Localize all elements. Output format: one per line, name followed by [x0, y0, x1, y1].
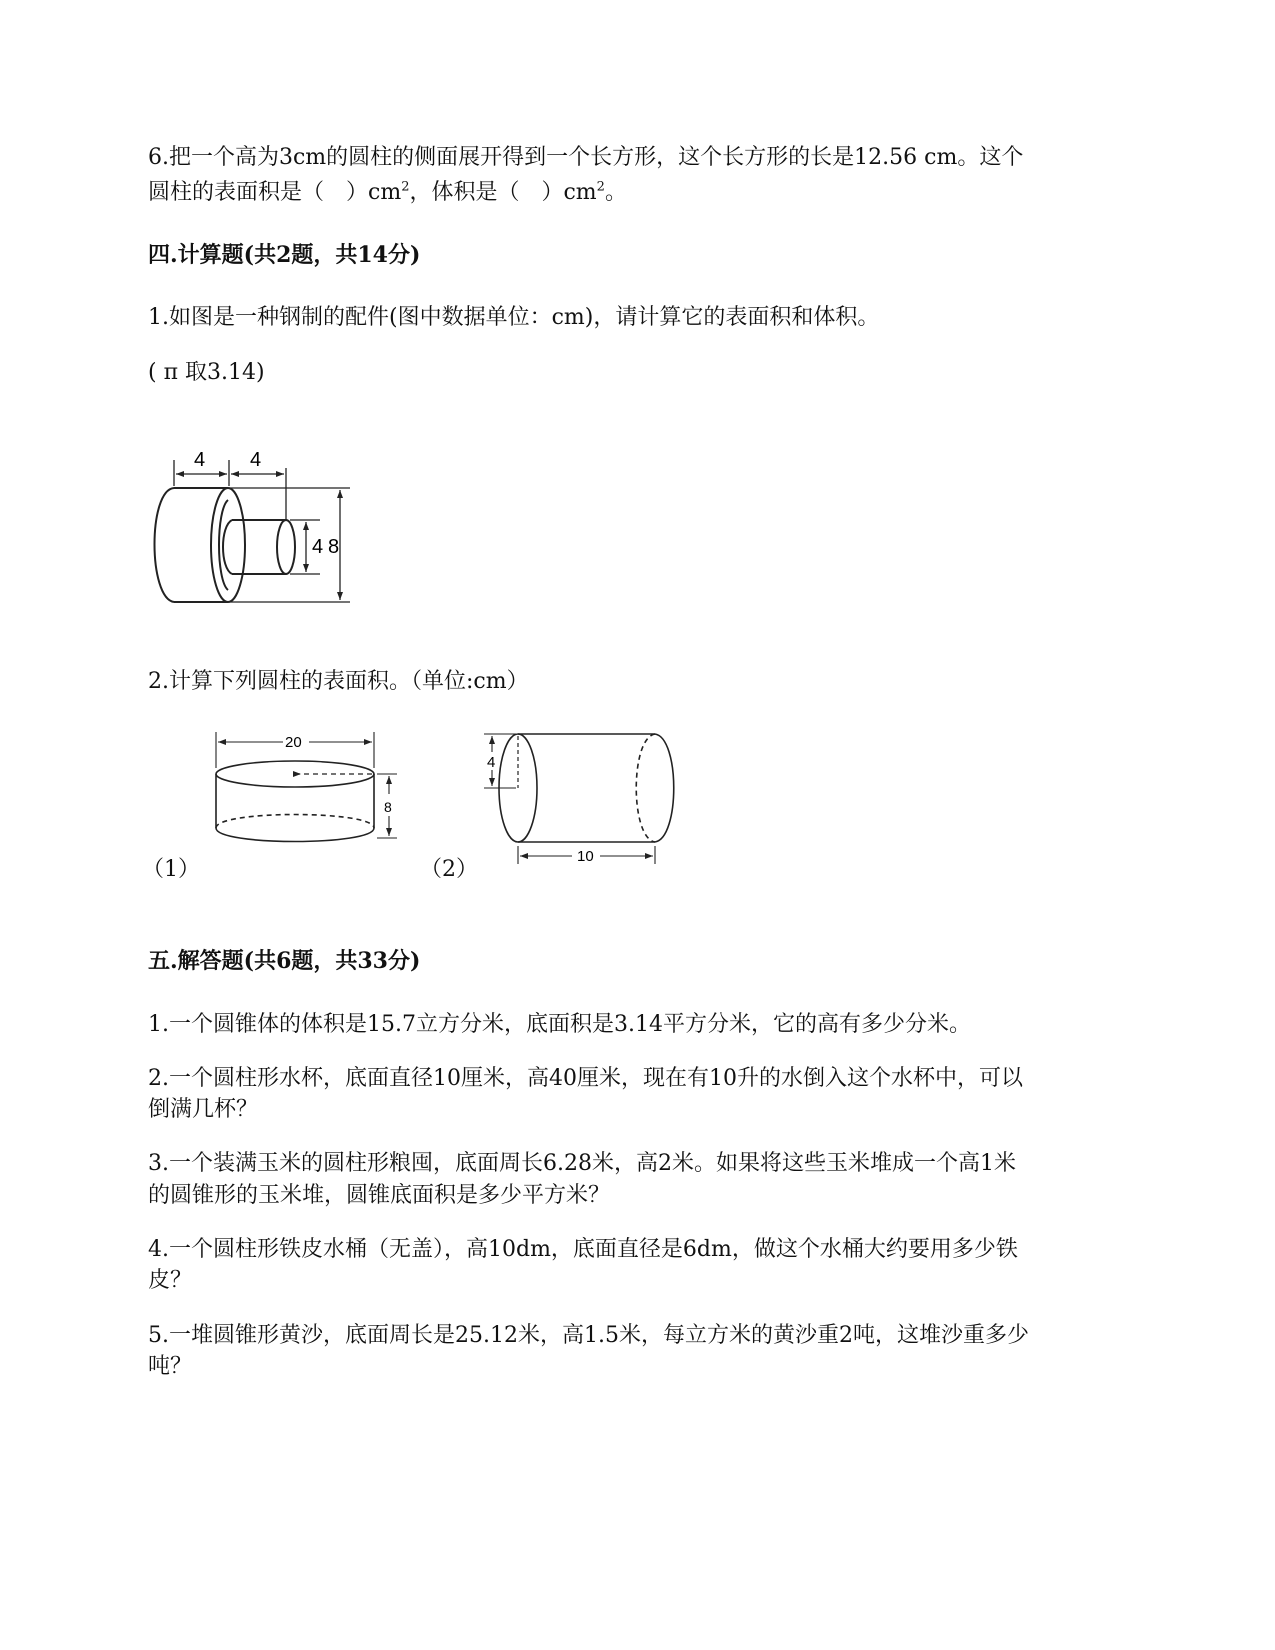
section-5-question-5-line-2: 吨？ [148, 1354, 193, 1379]
dim-outer-diameter: 8 [328, 536, 340, 558]
q6-text-c: 。 [604, 180, 627, 205]
cylinder-2-figure [480, 726, 690, 871]
section-5-question-3-line-2: 的圆锥形的玉米堆，圆锥底面积是多少平方米？ [148, 1183, 611, 1208]
section-5-question-2-line-2: 倒满几杯？ [148, 1097, 259, 1122]
cylinder-1-label: （1） [142, 857, 200, 882]
cylinder-1-diameter: 20 [285, 734, 302, 751]
cylinder-2-diagram [480, 726, 690, 871]
section-5-question-5-line-1: 5.一堆圆锥形黄沙，底面周长是25.12米，高1.5米，每立方米的黄沙重2吨，这堆沙重多少 [148, 1323, 1029, 1348]
section-5-question-3-line-1: 3.一个装满玉米的圆柱形粮囤，底面周长6.28米，高2米。如果将这些玉米堆成一个高1米 [148, 1151, 1016, 1176]
question-6-line-1: 6.把一个高为3cm的圆柱的侧面展开得到一个长方形，这个长方形的长是12.56 cm。这个 [148, 145, 1024, 170]
cylinder-1-figure [205, 722, 420, 862]
section-5-question-2-line-1: 2.一个圆柱形水杯，底面直径10厘米，高40厘米，现在有10升的水倒入这个水杯中，可以 [148, 1066, 1023, 1091]
section-4-question-2: 2.计算下列圆柱的表面积。（单位:cm） [148, 669, 529, 694]
section-5-question-4-line-1: 4.一个圆柱形铁皮水桶（无盖），高10dm，底面直径是6dm，做这个水桶大约要用多少铁 [148, 1237, 1018, 1262]
dim-right-length: 4 [250, 449, 262, 471]
section-4-heading: 四.计算题(共2题，共14分) [148, 242, 421, 268]
section-4-question-1: 1.如图是一种钢制的配件(图中数据单位：cm)，请计算它的表面积和体积。 [148, 305, 880, 330]
cylinder-1-height: 8 [384, 799, 392, 815]
steel-part-figure [140, 440, 370, 615]
section-5-heading: 五.解答题(共6题，共33分) [148, 948, 421, 974]
section-5-question-4-line-2: 皮？ [148, 1268, 193, 1293]
question-6-line-2 [148, 177, 627, 209]
q6-superscript-1: 2 [401, 179, 410, 195]
section-5-question-1: 1.一个圆锥体的体积是15.7立方分米，底面积是3.14平方分米，它的高有多少分米。 [148, 1012, 971, 1037]
dim-inner-diameter: 4 [312, 536, 324, 558]
cylinder-2-label: （2） [420, 857, 478, 882]
q6-text-b: ，体积是（ ）cm [409, 180, 597, 205]
q6-text-a: 圆柱的表面积是（ ）cm [148, 180, 402, 205]
section-4-pi-note: ( π 取3.14) [148, 360, 265, 385]
q6-superscript-2: 2 [596, 179, 605, 195]
cylinder-2-radius: 4 [487, 754, 496, 771]
cylinder-1-diagram [205, 722, 420, 862]
dim-left-length: 4 [194, 449, 206, 471]
cylinder-2-length: 10 [577, 848, 594, 865]
steel-part-diagram [140, 440, 370, 615]
